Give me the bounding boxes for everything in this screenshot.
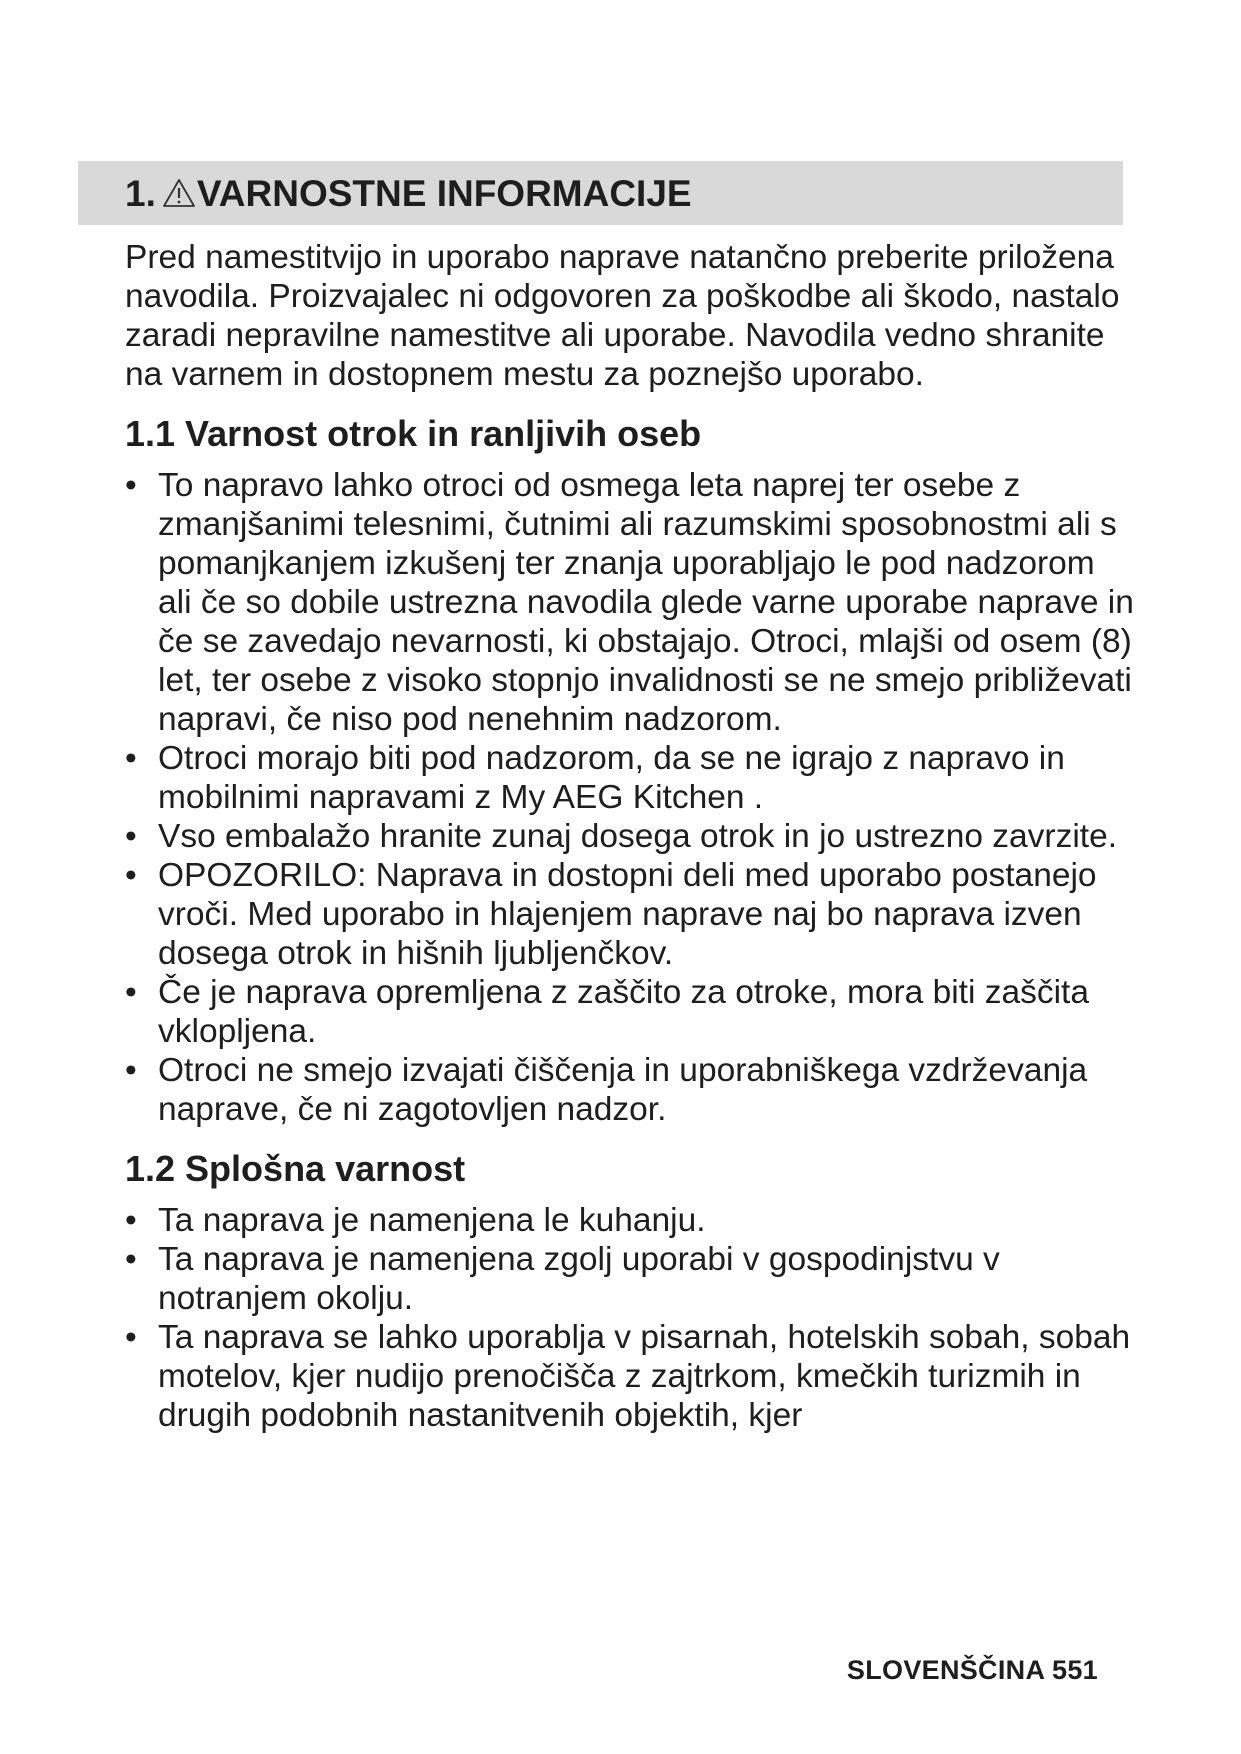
bullet-dot: • xyxy=(125,857,137,894)
list-item-text: Ta naprava je namenjena zgolj uporabi v gospodinjstvu v notranjem okolju. xyxy=(158,1241,1000,1317)
list-item xyxy=(125,1051,1135,1129)
bullet-dot: • xyxy=(125,1319,137,1356)
section-heading: 1.2 Splošna varnost xyxy=(125,1148,466,1189)
page-footer: SLOVENŠČINA 551 xyxy=(846,1655,1098,1685)
warning-triangle-icon xyxy=(162,178,196,208)
list-item xyxy=(125,1318,1135,1435)
list-item xyxy=(125,739,1135,817)
list-item-text: Ta naprava se lahko uporablja v pisarnah, hotelskih sobah, sobah motelov, kjer nudijo prenočišča z zajtrkom, kmečkih turizmih in drugih podobnih nastanitvenih objektih, kjer xyxy=(158,1319,1131,1434)
bullet-dot: • xyxy=(125,467,137,504)
bullet-dot: • xyxy=(125,1202,137,1239)
bullet-dot: • xyxy=(125,818,137,855)
list-item xyxy=(125,973,1135,1051)
list-item-text: OPOZORILO: Naprava in dostopni deli med uporabo postanejo vroči. Med uporabo in hlajenjem naprave naj bo naprava izven dosega otrok in hišnih ljubljenčkov. xyxy=(158,857,1097,972)
section-heading: 1.1 Varnost otrok in ranljivih oseb xyxy=(125,413,702,454)
list-item-text: Če je naprava opremljena z zaščito za otroke, mora biti zaščita vklopljena. xyxy=(158,974,1089,1050)
list-item xyxy=(125,1240,1135,1318)
list-item-text: Otroci morajo biti pod nadzorom, da se ne igrajo z napravo in mobilnimi napravami z My AEG Kitchen . xyxy=(158,740,1065,816)
list-item xyxy=(125,1201,1135,1240)
bullet-dot: • xyxy=(125,1052,137,1089)
bullet-dot: • xyxy=(125,740,137,777)
header-number: 1. xyxy=(125,173,156,214)
document-body xyxy=(125,238,1135,1435)
list-item-text: To napravo lahko otroci od osmega leta naprej ter osebe z zmanjšanimi telesnimi, čutnimi ali razumskimi sposobnostmi ali s pomanjkanjem izkušenj ter znanja uporabljajo le pod nadzorom ali če so dobile ustrezna navodila glede varne uporabe naprave in če se zavedajo nevarnosti, ki obstajajo. Otroci, mlajši od osem (8) let, ter osebe z visoko stopnjo invalidnosti se ne smejo približevati napravi, če niso pod nenehnim nadzorom. xyxy=(158,467,1134,738)
list-item xyxy=(125,856,1135,973)
list-item-text: Ta naprava je namenjena le kuhanju. xyxy=(158,1202,706,1239)
section-header-bar xyxy=(78,161,1123,225)
list-item-text: Vso embalažo hranite zunaj dosega otrok in jo ustrezno zavrzite. xyxy=(158,818,1118,855)
bullet-list xyxy=(125,1201,1135,1435)
intro-paragraph: Pred namestitvijo in uporabo naprave natančno preberite priložena navodila. Proizvajalec ni odgovoren za poškodbe ali škodo, nastalo zaradi nepravilne namestitve ali uporabe. Navodila vedno shranite na varnem in dostopnem mestu za poznejšo uporabo. xyxy=(125,239,1120,393)
header-title-text: VARNOSTNE INFORMACIJE xyxy=(196,173,692,214)
bullet-dot: • xyxy=(125,1241,137,1278)
bullet-list xyxy=(125,466,1135,1129)
list-item xyxy=(125,817,1135,856)
bullet-dot: • xyxy=(125,974,137,1011)
list-item xyxy=(125,466,1135,739)
page-title xyxy=(125,174,692,214)
list-item-text: Otroci ne smejo izvajati čiščenja in uporabniškega vzdrževanja naprave, če ni zagotovljen nadzor. xyxy=(158,1052,1088,1128)
